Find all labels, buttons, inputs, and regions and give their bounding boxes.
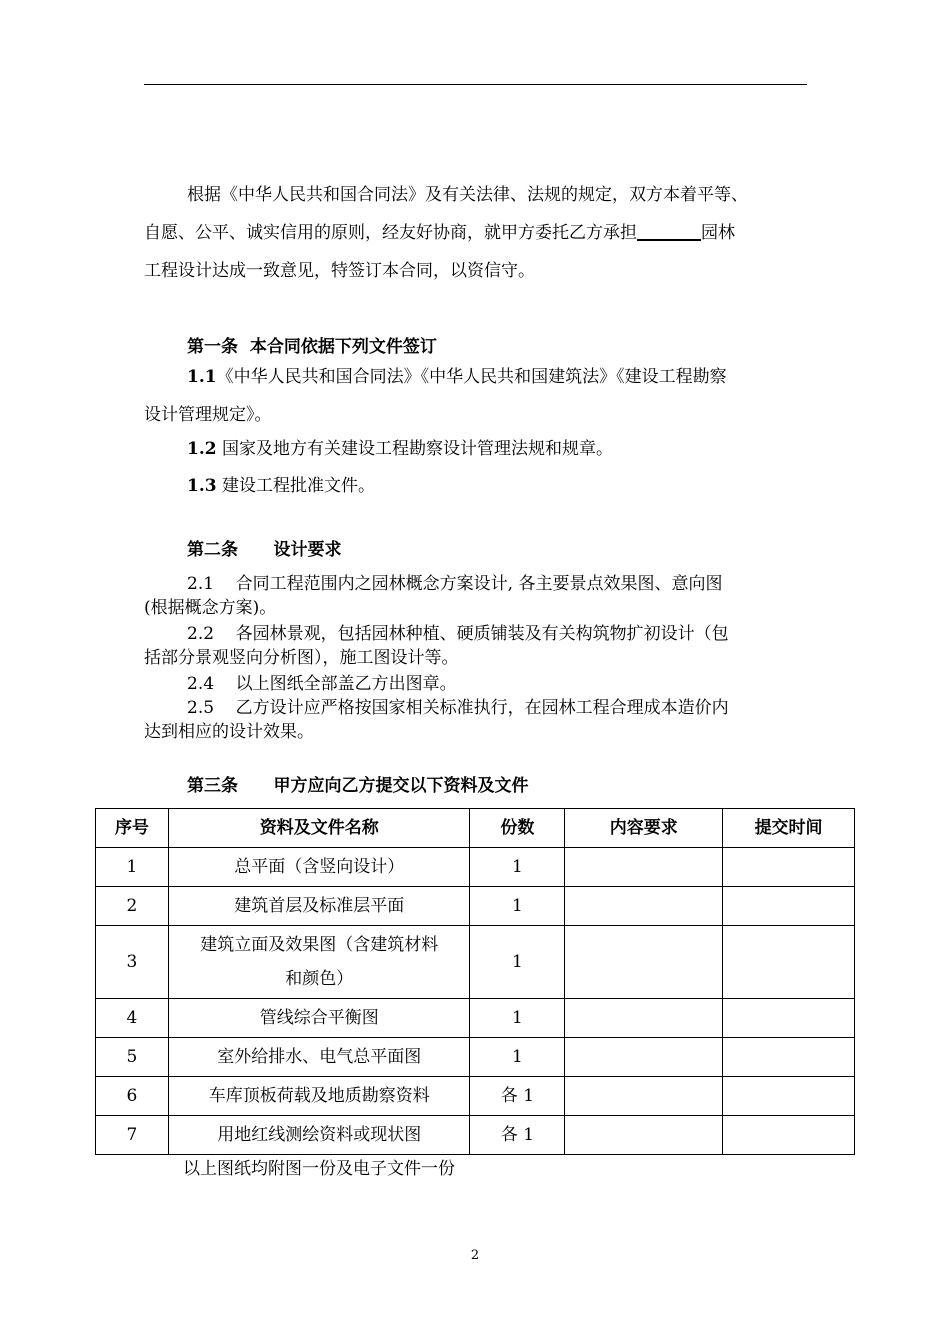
table-row [96, 1077, 855, 1116]
cell-copies: 1 [470, 887, 565, 926]
item-number: 1.2 [187, 439, 217, 459]
cell-requirements [565, 999, 723, 1038]
table-row [96, 1038, 855, 1077]
article-3-heading: 第三条 甲方应向乙方提交以下资料及文件 [187, 776, 529, 796]
cell-copies: 1 [470, 999, 565, 1038]
item-number: 2.4 [187, 674, 215, 694]
intro-line-3: 工程设计达成一致意见，特签订本合同，以资信守。 [144, 261, 535, 281]
cell-no: 5 [96, 1038, 169, 1077]
cell-name-line-2: 和颜色） [285, 969, 354, 989]
item-text-cont: 设计管理规定》。 [144, 405, 272, 425]
item-text: 《中华人民共和国合同法》《中华人民共和国建筑法》《建设工程勘察 [216, 367, 727, 387]
item-number: 2.5 [187, 698, 215, 718]
item-text-cont: (根据概念方案)。 [144, 598, 277, 618]
item-text: 乙方设计应严格按国家相关标准执行，在园林工程合理成本造价内 [214, 698, 729, 718]
cell-requirements [565, 926, 723, 999]
cell-copies: 1 [470, 1038, 565, 1077]
table-header-row [96, 809, 855, 848]
table-row [96, 926, 855, 999]
cell-submit-time [723, 1077, 855, 1116]
cell-submit-time [723, 999, 855, 1038]
cell-copies: 各 1 [470, 1077, 565, 1116]
cell-submit-time [723, 1038, 855, 1077]
cell-submit-time [723, 1116, 855, 1155]
cell-requirements [565, 1038, 723, 1077]
page-number: 2 [470, 1248, 480, 1263]
article-1-item-3 [144, 467, 808, 505]
header-rule [144, 84, 807, 85]
cell-name-line-1: 建筑立面及效果图（含建筑材料 [200, 935, 439, 955]
cell-name: 用地红线测绘资料或现状图 [168, 1116, 470, 1155]
cell-no: 2 [96, 887, 169, 926]
intro-paragraph [144, 176, 808, 290]
col-header-copies: 份数 [470, 809, 565, 848]
article-2-item-5 [144, 696, 808, 744]
cell-requirements [565, 848, 723, 887]
table-note: 以上图纸均附图一份及电子文件一份 [183, 1159, 455, 1179]
item-text: 以上图纸全部盖乙方出图章。 [214, 674, 457, 694]
cell-submit-time [723, 848, 855, 887]
cell-requirements [565, 1077, 723, 1116]
item-text-cont: 达到相应的设计效果。 [144, 722, 314, 742]
col-header-requirements: 内容要求 [565, 809, 723, 848]
article-1-heading: 第一条 本合同依据下列文件签订 [187, 337, 437, 357]
article-1-item-2 [144, 430, 808, 468]
cell-no: 4 [96, 999, 169, 1038]
files-table [95, 808, 855, 1155]
table-row [96, 999, 855, 1038]
item-number: 1.3 [187, 476, 217, 496]
cell-submit-time [723, 926, 855, 999]
intro-line-1: 根据《中华人民共和国合同法》及有关法律、法规的规定，双方本着平等、 [187, 185, 748, 205]
item-number: 2.2 [187, 624, 215, 644]
cell-no: 6 [96, 1077, 169, 1116]
item-text: 国家及地方有关建设工程勘察设计管理法规和规章。 [216, 439, 613, 459]
table-row [96, 887, 855, 926]
item-text: 合同工程范围内之园林概念方案设计, 各主要景点效果图、意向图 [214, 574, 723, 594]
cell-no: 3 [96, 926, 169, 999]
intro-line-2-before: 自愿、公平、诚实信用的原则，经友好协商，就甲方委托乙方承担 [144, 223, 637, 243]
table-row [96, 848, 855, 887]
item-text: 建设工程批准文件。 [216, 476, 375, 496]
article-2-item-4 [144, 672, 808, 696]
col-header-submit-time: 提交时间 [723, 809, 855, 848]
item-number: 2.1 [187, 574, 215, 594]
cell-no: 1 [96, 848, 169, 887]
cell-copies: 1 [470, 926, 565, 999]
cell-name: 车库顶板荷载及地质勘察资料 [168, 1077, 470, 1116]
cell-name: 总平面（含竖向设计） [168, 848, 470, 887]
col-header-name: 资料及文件名称 [168, 809, 470, 848]
blank-fill-line [637, 237, 701, 241]
item-text-cont: 括部分景观竖向分析图），施工图设计等。 [144, 648, 459, 668]
col-header-no: 序号 [96, 809, 169, 848]
article-2-item-2 [144, 622, 808, 670]
cell-name: 管线综合平衡图 [168, 999, 470, 1038]
article-2-item-1 [144, 572, 808, 620]
cell-copies: 各 1 [470, 1116, 565, 1155]
cell-name [168, 926, 470, 999]
cell-requirements [565, 1116, 723, 1155]
cell-name: 建筑首层及标准层平面 [168, 887, 470, 926]
cell-requirements [565, 887, 723, 926]
cell-no: 7 [96, 1116, 169, 1155]
cell-submit-time [723, 887, 855, 926]
table-row [96, 1116, 855, 1155]
intro-line-2-after: 园林 [701, 223, 735, 243]
article-2-heading: 第二条 设计要求 [187, 540, 342, 560]
item-number: 1.1 [187, 367, 217, 387]
item-text: 各园林景观，包括园林种植、硬质铺装及有关构筑物扩初设计（包 [214, 624, 729, 644]
article-1-item-1 [144, 358, 808, 434]
cell-name: 室外给排水、电气总平面图 [168, 1038, 470, 1077]
cell-copies: 1 [470, 848, 565, 887]
